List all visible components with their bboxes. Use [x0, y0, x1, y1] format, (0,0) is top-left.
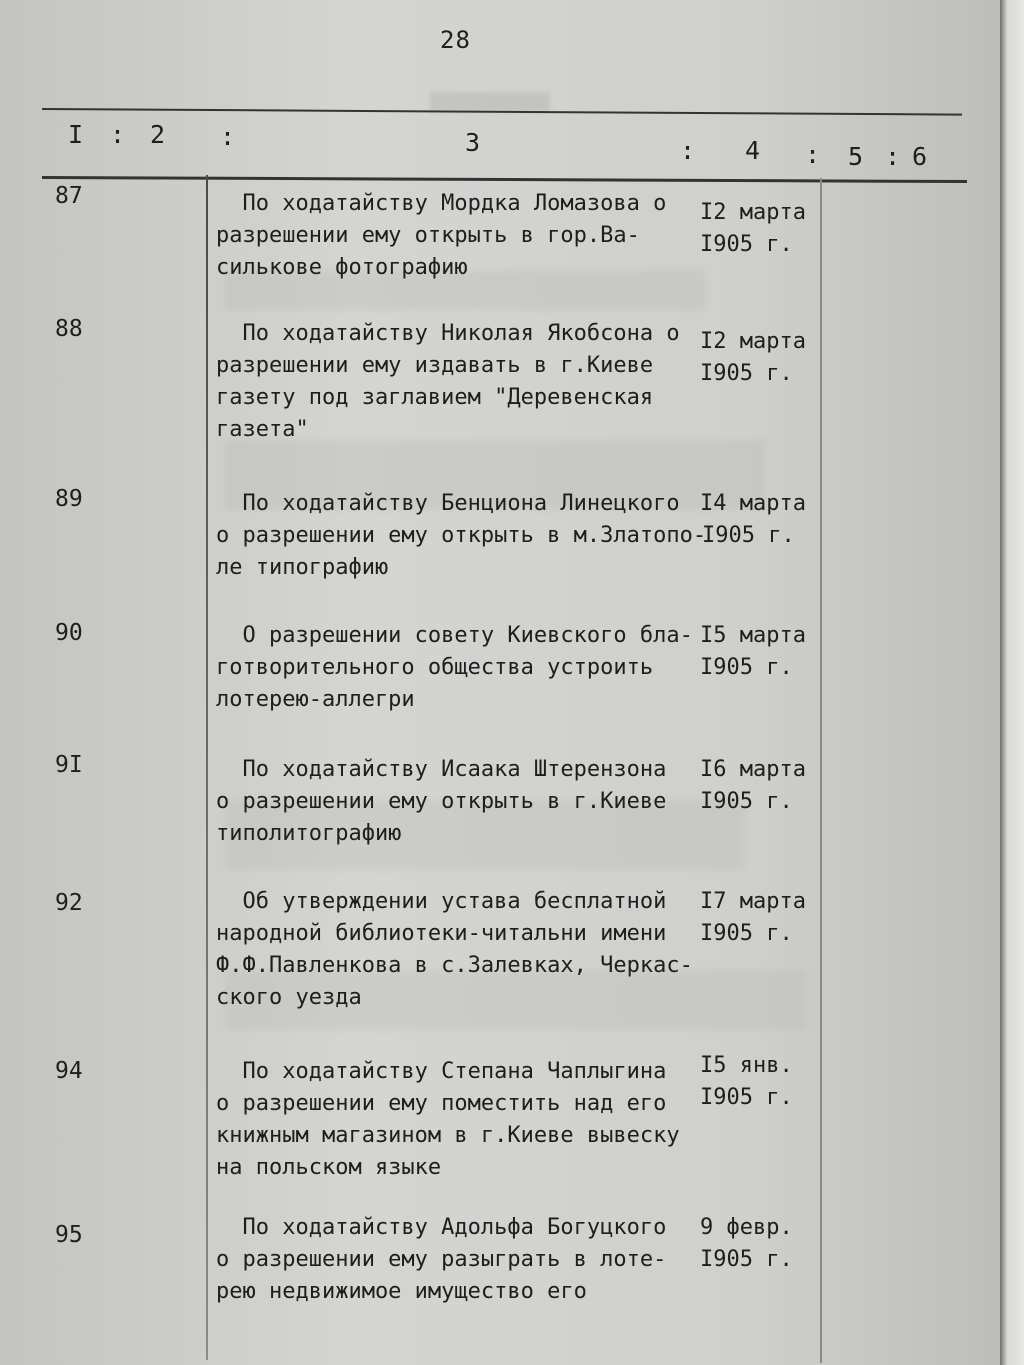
description-line: готворительного общества устроить	[216, 655, 654, 680]
description-line: О разрешении совету Киевского бла-	[216, 623, 693, 648]
row-number: 94	[55, 1058, 83, 1084]
row-number: 88	[55, 316, 83, 342]
date-line: I6 марта	[700, 757, 806, 782]
header-separator: :	[220, 122, 236, 151]
date-line: I2 марта	[700, 200, 806, 225]
description-line: ского уезда	[216, 985, 362, 1010]
header-bottom-rule	[42, 176, 967, 183]
adjacent-page-edge	[1000, 0, 1024, 1365]
description-line: о разрешении ему открыть в м.Златопо-	[216, 523, 707, 548]
date-line: I4 марта	[700, 491, 806, 516]
page-number: 28	[440, 26, 471, 54]
description-line: По ходатайству Мордка Ломазова о	[216, 191, 667, 216]
description-line: типолитографию	[216, 821, 402, 846]
date-line: I5 марта	[700, 623, 806, 648]
date-line: I905 г.	[700, 1085, 793, 1110]
row-description	[216, 754, 696, 850]
header-col-3: 3	[465, 128, 481, 157]
description-line: По ходатайству Адольфа Богуцкого	[216, 1215, 667, 1240]
row-description	[216, 318, 696, 446]
row-date	[700, 1050, 820, 1114]
header-separator: :	[805, 140, 821, 169]
row-date	[700, 754, 820, 818]
description-line: разрешении ему открыть в гор.Ва-	[216, 223, 640, 248]
date-line: I5 янв.	[700, 1053, 793, 1078]
row-date	[700, 620, 820, 684]
date-line: I905 г.	[700, 361, 793, 386]
description-line: о разрешении ему разыграть в лоте-	[216, 1247, 667, 1272]
date-line: I905 г.	[702, 523, 795, 548]
header-separator: :	[110, 120, 126, 149]
date-line: I905 г.	[700, 1247, 793, 1272]
column-divider	[206, 175, 208, 1360]
description-line: книжным магазином в г.Киеве вывеску	[216, 1123, 680, 1148]
description-line: лотерею-аллегри	[216, 687, 415, 712]
row-number: 90	[55, 620, 83, 646]
column-divider	[820, 178, 822, 1363]
date-line: I2 марта	[700, 329, 806, 354]
header-col-1: I	[68, 120, 84, 149]
row-date	[700, 886, 820, 950]
header-separator: :	[680, 136, 696, 165]
row-number: 92	[55, 890, 83, 916]
description-line: на польском языке	[216, 1155, 442, 1180]
date-line: I905 г.	[700, 655, 793, 680]
description-line: разрешении ему издавать в г.Киеве	[216, 353, 654, 378]
date-line: I905 г.	[700, 789, 793, 814]
row-description	[216, 488, 707, 584]
description-line: По ходатайству Степана Чаплыгина	[216, 1059, 667, 1084]
date-line: I905 г.	[700, 232, 793, 257]
description-line: о разрешении ему открыть в г.Киеве	[216, 789, 667, 814]
description-line: По ходатайству Исаака Штерензона	[216, 757, 667, 782]
description-line: рею недвижимое имущество его	[216, 1279, 587, 1304]
row-number: 9I	[55, 752, 83, 778]
date-line: 9 февр.	[700, 1215, 793, 1240]
description-line: Об утверждении устава бесплатной	[216, 889, 667, 914]
header-col-6: 6	[912, 142, 928, 171]
row-description	[216, 1056, 696, 1184]
row-date	[700, 197, 820, 261]
row-date	[700, 488, 820, 552]
row-description	[216, 188, 696, 284]
header-col-5: 5	[848, 142, 864, 171]
header-separator: :	[885, 142, 901, 171]
row-number: 87	[55, 183, 83, 209]
row-date	[700, 1212, 820, 1276]
description-line: о разрешении ему поместить над его	[216, 1091, 667, 1116]
description-line: газету под заглавием "Деревенская	[216, 385, 654, 410]
row-number: 95	[55, 1222, 83, 1248]
row-number: 89	[55, 486, 83, 512]
description-line: народной библиотеки-читальни имени	[216, 921, 667, 946]
header-col-4: 4	[745, 136, 761, 165]
description-line: Ф.Ф.Павленкова в с.Залевках, Черкас-	[216, 953, 693, 978]
row-date	[700, 326, 820, 390]
header-col-2: 2	[150, 120, 166, 149]
description-line: силькове фотографию	[216, 255, 468, 280]
description-line: ле типографию	[216, 555, 389, 580]
row-description	[216, 886, 696, 1014]
date-line: I7 марта	[700, 889, 806, 914]
description-line: По ходатайству Николая Якобсона о	[216, 321, 680, 346]
description-line: газета"	[216, 417, 309, 442]
row-description	[216, 620, 696, 716]
row-description	[216, 1212, 696, 1308]
bleed-through-stamp	[430, 92, 550, 112]
date-line: I905 г.	[700, 921, 793, 946]
description-line: По ходатайству Бенциона Линецкого	[216, 491, 680, 516]
